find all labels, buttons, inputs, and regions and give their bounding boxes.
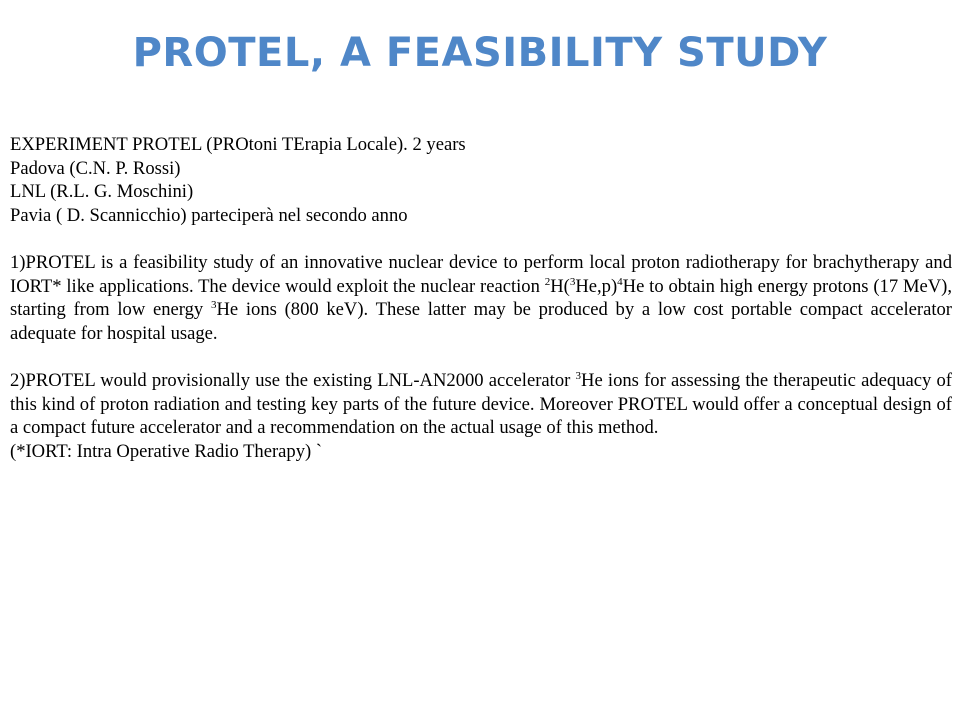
para2-outro: He ions for assessing the therapeutic adequacy of this kind of proton radiation and testing key parts of the future device. Moreover PROTEL would offer a conceptual design of a compact future accelerator and a recommendation on the actual usage of this method. [10,369,952,439]
slide-body [10,133,952,463]
lnl-line: LNL (R.L. G. Moschini) [10,181,194,203]
para1-h-open: H( [550,275,570,297]
superscript-3: 3 [575,369,582,382]
pavia-line: Pavia ( D. Scannicchio) parteciperà nel secondo anno [10,204,408,226]
para1-he-rest: He to obtain high energy protons (17 MeV), starting from low energy [10,275,953,321]
para2-intro: 2)PROTEL would provisionally use the existing LNL-AN2000 accelerator [10,369,576,391]
slide-title: PROTEL, A FEASIBILITY STUDY [132,30,828,76]
footnote: (*IORT: Intra Operative Radio Therapy) ` [10,440,323,462]
superscript-3: 3 [569,275,576,288]
superscript-2: 2 [544,275,551,288]
spacer [10,345,952,369]
experiment-line: EXPERIMENT PROTEL (PROtoni TErapia Locale). 2 years [10,134,466,155]
para1-intro: 1)PROTEL is a feasibility study of an innovative nuclear device to perform local proton radiotherapy for brachytherapy and IORT* like applications. The device would exploit the nuclear reaction [10,251,952,297]
para1-outro: He ions (800 keV). These latter may be produced by a low cost portable compact accelerator adequate for hospital usage. [10,299,952,344]
paragraph-1 [10,251,952,345]
spacer [10,227,952,251]
superscript-4: 4 [617,275,623,288]
superscript-3: 3 [210,298,217,311]
padova-line: Padova (C.N. P. Rossi) [10,157,181,179]
para1-he-p: He,p) [575,275,618,297]
paragraph-2 [10,369,952,440]
